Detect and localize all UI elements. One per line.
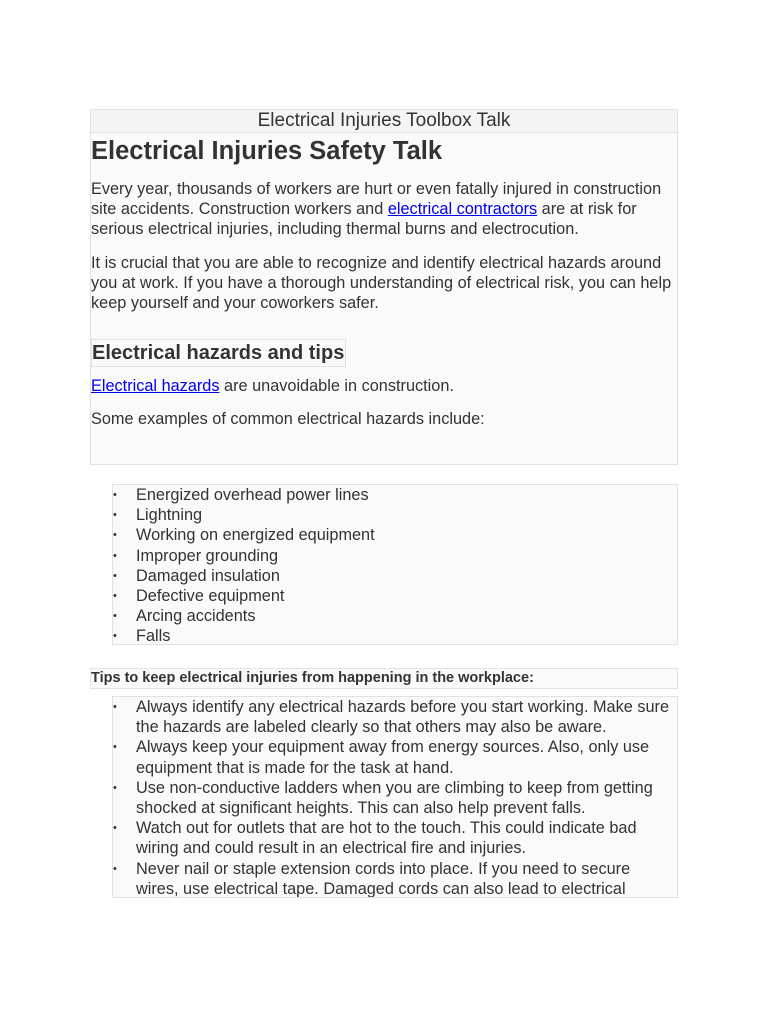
- hazards-paragraph-1: [91, 376, 677, 396]
- document-title: Electrical Injuries Toolbox Talk: [90, 109, 678, 133]
- list-item: • Watch out for outlets that are hot to the touch. This could indicate bad wiring and could result in an electrical fire and injuries.: [113, 818, 677, 858]
- hazards-text: are unavoidable in construction.: [219, 377, 454, 396]
- electrical-hazards-link[interactable]: Electrical hazards: [91, 377, 220, 396]
- list-item: • Always keep your equipment away from energy sources. Also, only use equipment that is made for the task at hand.: [113, 737, 677, 777]
- list-item: • Falls: [113, 626, 677, 646]
- intro-section: [90, 133, 678, 465]
- list-item: • Always identify any electrical hazards before you start working. Make sure the hazards are labeled clearly so that others may also be aware.: [113, 697, 677, 737]
- tips-list-box: [112, 696, 678, 898]
- hazards-list: [113, 485, 677, 647]
- tips-list: [113, 697, 677, 898]
- hazards-list-box: [112, 484, 678, 645]
- document-page: [90, 109, 678, 898]
- tips-label: Tips to keep electrical injuries from happening in the workplace:: [90, 668, 678, 689]
- list-item: • Energized overhead power lines: [113, 485, 677, 505]
- intro-paragraph-1: [91, 179, 677, 240]
- intro-text-end: are at risk for serious electrical injuries, including thermal burns and electrocution.: [91, 200, 637, 239]
- list-item: • Never nail or staple extension cords into place. If you need to secure wires, use electrical tape. Damaged cords can also lead to electrical: [113, 859, 677, 898]
- list-item: • Improper grounding: [113, 546, 677, 566]
- page-heading: Electrical Injuries Safety Talk: [91, 137, 443, 165]
- hazards-paragraph-2: Some examples of common electrical hazards include:: [91, 410, 485, 429]
- list-item: • Use non-conductive ladders when you are climbing to keep from getting shocked at significant heights. This can also help prevent falls.: [113, 778, 677, 818]
- list-item: • Lightning: [113, 505, 677, 525]
- list-item: • Working on energized equipment: [113, 525, 677, 545]
- intro-text-start: Every year, thousands of workers are hurt or even fatally injured in construction site accidents. Construction workers and: [91, 180, 662, 219]
- list-item: • Defective equipment: [113, 586, 677, 606]
- hazards-heading: Electrical hazards and tips: [91, 339, 346, 367]
- list-item: • Arcing accidents: [113, 606, 677, 626]
- list-item: • Damaged insulation: [113, 566, 677, 586]
- intro-paragraph-2: It is crucial that you are able to recognize and identify electrical hazards around you at work. If you have a thorough understanding of electrical risk, you can help keep yourself and your coworkers safer.: [91, 253, 672, 313]
- electrical-contractors-link[interactable]: electrical contractors: [387, 200, 538, 219]
